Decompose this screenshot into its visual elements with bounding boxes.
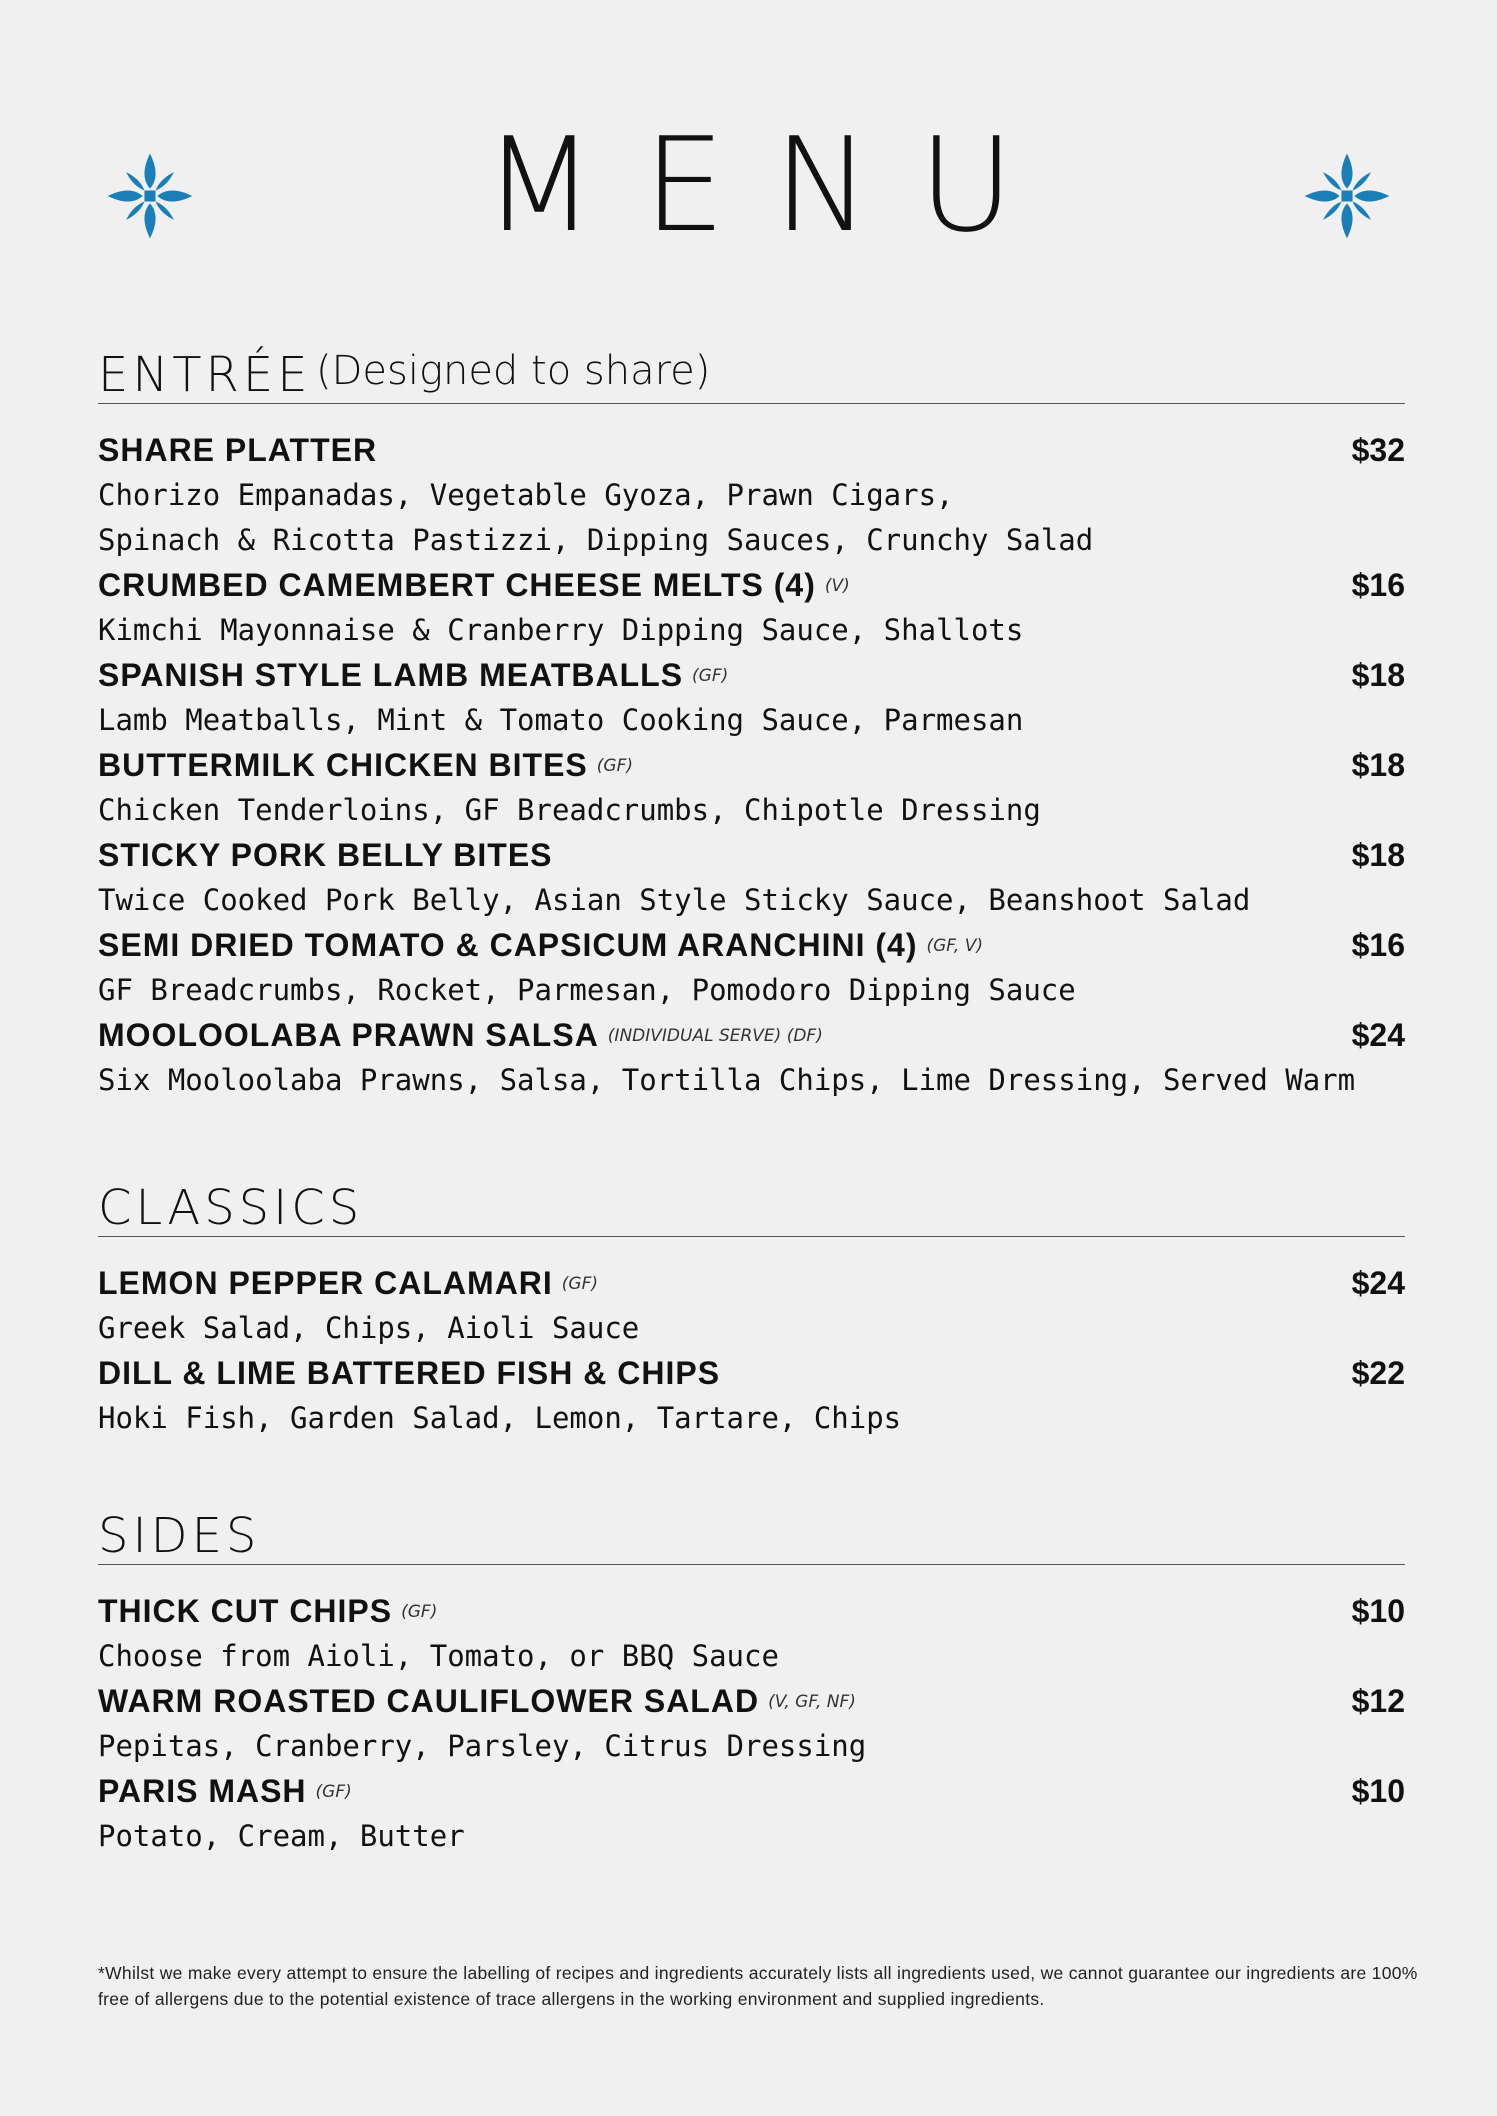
menu-item-cauliflower-salad <box>98 1679 1405 1769</box>
menu-item-paris-mash <box>98 1769 1405 1859</box>
item-name: SHARE PLATTER <box>98 432 378 468</box>
item-description: Six Mooloolaba Prawns, Salsa, Tortilla Chips, Lime Dressing, Served Warm <box>98 1063 1356 1097</box>
menu-item-prawn-salsa <box>98 1013 1405 1103</box>
item-tag: (V, GF, NF) <box>768 1691 856 1712</box>
menu-item-thick-cut-chips <box>98 1589 1405 1679</box>
page-title: MENU <box>483 109 1062 261</box>
item-tag: (GF) <box>596 755 633 776</box>
item-price: $16 <box>1351 567 1405 603</box>
item-description: Chorizo Empanadas, Vegetable Gyoza, Prawn Cigars, <box>98 478 954 512</box>
item-price: $18 <box>1351 747 1405 783</box>
section-entree <box>98 343 1405 1103</box>
menu-item-aranchini <box>98 923 1405 1013</box>
item-name: WARM ROASTED CAULIFLOWER SALAD <box>98 1683 760 1719</box>
item-name: SEMI DRIED TOMATO & CAPSICUM ARANCHINI (4) <box>98 927 918 963</box>
menu-item-calamari <box>98 1261 1405 1351</box>
section-header <box>98 1504 1405 1565</box>
item-price: $22 <box>1351 1355 1405 1391</box>
item-name: CRUMBED CAMEMBERT CHEESE MELTS (4) <box>98 567 816 603</box>
item-name: BUTTERMILK CHICKEN BITES <box>98 747 588 783</box>
section-header <box>98 1176 1405 1237</box>
allergen-disclaimer: *Whilst we make every attempt to ensure the labelling of recipes and ingredients accurately lists all ingredients used, we cannot guarantee our ingredients are 100% free of allergens due to the potential existence of trace allergens in the working environment and supplied ingredients. <box>98 1963 1418 2009</box>
item-name: DILL & LIME BATTERED FISH & CHIPS <box>98 1355 721 1391</box>
item-price: $16 <box>1351 927 1405 963</box>
item-price: $24 <box>1351 1017 1405 1053</box>
section-sides <box>98 1504 1405 1859</box>
item-price: $32 <box>1351 432 1405 468</box>
section-title: SIDES <box>98 1508 261 1564</box>
item-tag: (GF) <box>315 1781 352 1802</box>
section-title: ENTRÉE <box>98 347 312 403</box>
menu-item-lamb-meatballs <box>98 653 1405 743</box>
section-classics <box>98 1176 1405 1441</box>
item-description: Greek Salad, Chips, Aioli Sauce <box>98 1311 640 1345</box>
item-tag: (GF) <box>692 665 729 686</box>
menu-item-share-platter <box>98 428 1405 563</box>
item-price: $18 <box>1351 657 1405 693</box>
item-price: $10 <box>1351 1593 1405 1629</box>
item-tag: (GF) <box>561 1273 599 1294</box>
item-price: $24 <box>1351 1265 1405 1301</box>
section-subtitle: (Designed to share) <box>316 348 711 394</box>
item-name: STICKY PORK BELLY BITES <box>98 837 553 873</box>
item-price: $12 <box>1351 1683 1405 1719</box>
item-name: PARIS MASH <box>98 1773 307 1809</box>
item-tag: (V) <box>824 575 850 596</box>
item-description: GF Breadcrumbs, Rocket, Parmesan, Pomodoro Dipping Sauce <box>98 973 1076 1007</box>
item-name: THICK CUT CHIPS <box>98 1593 393 1629</box>
item-description: Lamb Meatballs, Mint & Tomato Cooking Sauce, Parmesan <box>98 703 1024 737</box>
item-description: Kimchi Mayonnaise & Cranberry Dipping Sauce, Shallots <box>98 613 1024 647</box>
section-header <box>98 343 1405 404</box>
item-name: MOOLOOLABA PRAWN SALSA <box>98 1017 599 1053</box>
menu-item-camembert-melts <box>98 563 1405 653</box>
menu-item-fish-chips <box>98 1351 1405 1441</box>
item-description: Spinach & Ricotta Pastizzi, Dipping Sauces, Crunchy Salad <box>98 523 1094 557</box>
menu-item-pork-belly <box>98 833 1405 923</box>
item-description: Twice Cooked Pork Belly, Asian Style Sticky Sauce, Beanshoot Salad <box>98 883 1251 917</box>
item-price: $18 <box>1351 837 1405 873</box>
item-description: Chicken Tenderloins, GF Breadcrumbs, Chipotle Dressing <box>98 793 1041 827</box>
item-tag: (GF) <box>401 1601 438 1622</box>
item-description: Choose from Aioli, Tomato, or BBQ Sauce <box>98 1639 779 1673</box>
item-name: LEMON PEPPER CALAMARI <box>98 1265 553 1301</box>
item-description: Hoki Fish, Garden Salad, Lemon, Tartare, Chips <box>98 1401 902 1435</box>
item-tag: (GF, V) <box>926 935 983 956</box>
section-title: CLASSICS <box>98 1180 364 1236</box>
item-price: $10 <box>1351 1773 1405 1809</box>
item-tag: (INDIVIDUAL SERVE) (DF) <box>607 1025 823 1046</box>
item-name: SPANISH STYLE LAMB MEATBALLS <box>98 657 684 693</box>
menu-item-chicken-bites <box>98 743 1405 833</box>
item-description: Pepitas, Cranberry, Parsley, Citrus Dressing <box>98 1729 867 1763</box>
item-description: Potato, Cream, Butter <box>98 1819 465 1853</box>
